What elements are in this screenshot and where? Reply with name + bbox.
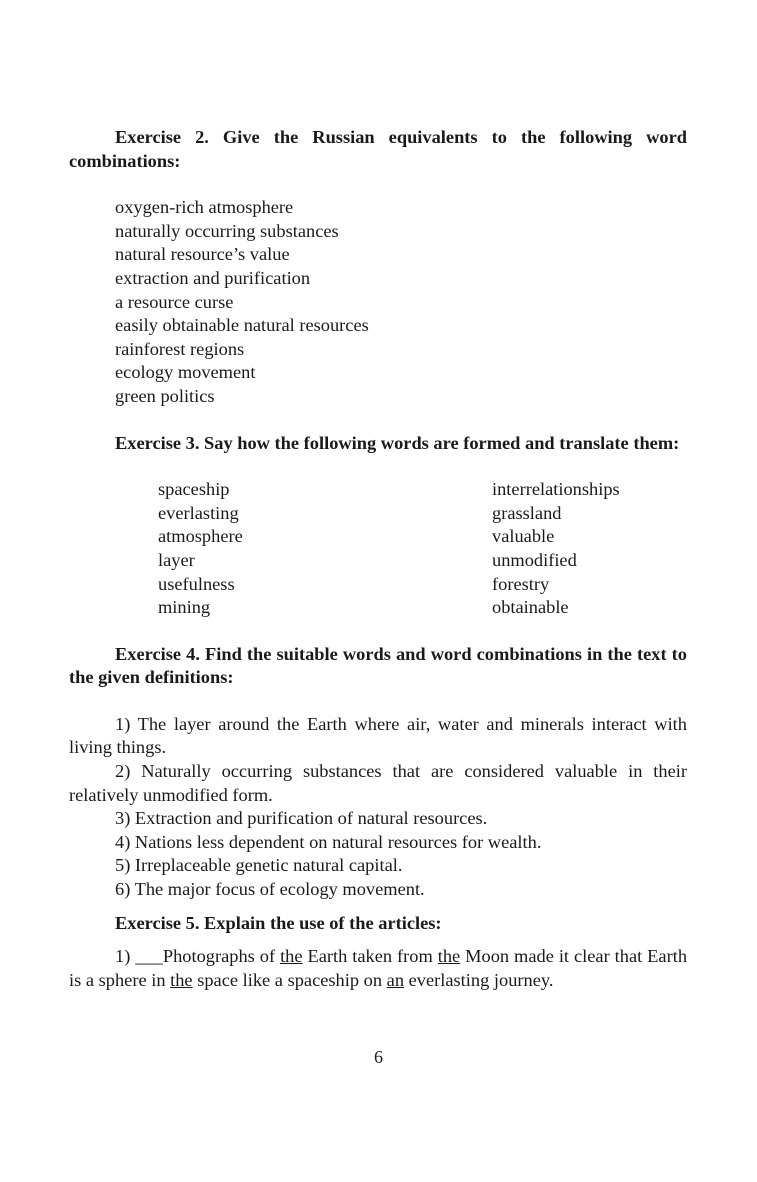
exercise-3-word-columns bbox=[158, 478, 687, 620]
exercise-4-definitions bbox=[69, 713, 687, 902]
page-content bbox=[69, 126, 687, 1011]
list-item: natural resource’s value bbox=[115, 244, 290, 265]
sentence-text: Moon made it clear that Earth is a sphere in bbox=[69, 946, 688, 990]
exercise-3-heading: Exercise 3. Say how the following words are formed and translate them: bbox=[115, 432, 680, 453]
definition-item: 2) Naturally occurring substances that are considered valuable in their relatively unmodified form. bbox=[69, 761, 687, 805]
definition-item: 5) Irreplaceable genetic natural capital. bbox=[115, 855, 403, 876]
exercise-2-heading: Exercise 2. Give the Russian equivalents to the following word combinations: bbox=[69, 127, 687, 171]
exercise-2-list bbox=[115, 196, 687, 408]
exercise-5-heading: Exercise 5. Explain the use of the articles: bbox=[115, 912, 442, 933]
sentence-text: Photographs of bbox=[162, 946, 281, 967]
list-item: easily obtainable natural resources bbox=[115, 315, 369, 336]
list-item: layer bbox=[158, 549, 195, 570]
list-item: oxygen-rich atmosphere bbox=[115, 197, 294, 218]
definition-item: 6) The major focus of ecology movement. bbox=[115, 879, 425, 900]
list-item: green politics bbox=[115, 385, 215, 406]
word-column-right bbox=[492, 478, 620, 620]
underlined-article: the bbox=[170, 969, 193, 990]
list-item: valuable bbox=[492, 526, 555, 547]
underlined-article: an bbox=[386, 969, 405, 990]
answer-blank: ___ bbox=[135, 946, 163, 967]
list-item: grassland bbox=[492, 502, 562, 523]
sentence-text: everlasting journey. bbox=[404, 969, 554, 990]
list-item: usefulness bbox=[158, 573, 235, 594]
list-item: spaceship bbox=[158, 479, 230, 500]
sentence-text: Earth taken from bbox=[302, 946, 438, 967]
list-item: atmosphere bbox=[158, 526, 243, 547]
definition-item: 3) Extraction and purification of natural resources. bbox=[115, 808, 488, 829]
list-item: naturally occurring substances bbox=[115, 220, 339, 241]
exercise-5-sentence bbox=[69, 945, 687, 992]
word-column-left bbox=[158, 478, 492, 620]
definition-item: 1) The layer around the Earth where air, water and minerals interact with living things. bbox=[69, 713, 687, 758]
list-item: forestry bbox=[492, 573, 550, 594]
list-item: ecology movement bbox=[115, 362, 256, 383]
list-item: interrelationships bbox=[492, 479, 620, 500]
sentence-text: space like a spaceship on bbox=[192, 969, 387, 990]
list-item: unmodified bbox=[492, 549, 577, 570]
list-item: everlasting bbox=[158, 502, 239, 523]
list-item: a resource curse bbox=[115, 291, 234, 312]
definition-item: 4) Nations less dependent on natural resources for wealth. bbox=[115, 831, 542, 852]
sentence-number: 1) bbox=[115, 946, 136, 967]
underlined-article: the bbox=[437, 946, 461, 967]
list-item: extraction and purification bbox=[115, 267, 311, 288]
page-number: 6 bbox=[374, 1047, 383, 1067]
list-item: obtainable bbox=[492, 597, 569, 618]
exercise-4-heading: Exercise 4. Find the suitable words and word combinations in the text to the given definitions: bbox=[69, 643, 687, 688]
list-item: mining bbox=[158, 597, 211, 618]
list-item: rainforest regions bbox=[115, 338, 245, 359]
underlined-article: the bbox=[280, 946, 303, 967]
